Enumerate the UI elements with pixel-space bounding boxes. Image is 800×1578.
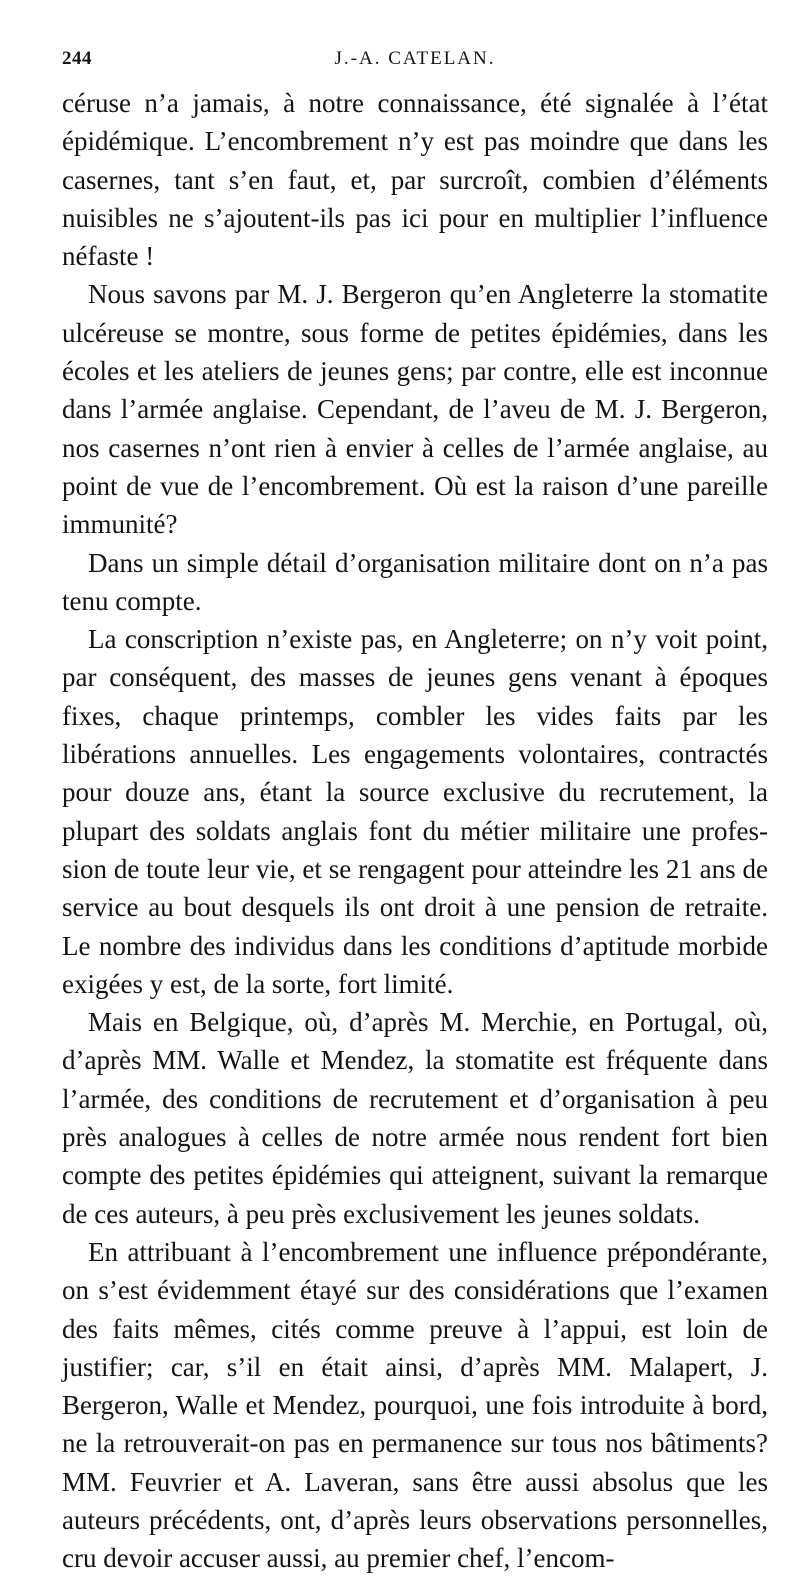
paragraph-1: céruse n’a jamais, à notre connaissance, été signalée à l’état épidémique. L’encombrement n’y est pas moindre que dans les casernes, tant s’en faut, et, par surcroît, combien d’éléments nuisibles ne s’ajoutent-ils pas ici pour en multiplier l’influence néfaste ! xyxy=(62,88,768,272)
running-head xyxy=(62,48,768,84)
paragraph-4: La conscription n’existe pas, en Angleterre; on n’y voit point, par conséquent, des masses de jeunes gens venant à époques fixes, chaque printemps, combler les vides faits par les libérations annuelles. Les engagements volontaires, contractés pour douze ans, étant la source exclusive du recrutement, la plupart des soldats anglais font du métier militaire une profession de toute leur vie, et se rengagent pour atteindre les 21 ans de service au bout desquels ils ont droit à une pension de retraite. Le nombre des individus dans les conditions d’aptitude morbide exigées y est, de la sorte, fort limité. xyxy=(62,624,768,999)
running-title: J.-A. CATELAN. xyxy=(334,48,496,69)
paragraph-6: En attribuant à l’encombrement une influence prépondérante, on s’est évidemment étayé sur des considérations que l’examen des faits mêmes, cités comme preuve à l’appui, est loin de justifier; car, s’il en était ainsi, d’après MM. Malapert, J. Bergeron, Walle et Mendez, pourquoi, une fois introduite à bord, ne la retrouverait-on pas en permanence sur tous nos bâtiments? MM. Feuvrier et A. Laveran, sans être aussi absolus que les auteurs précédents, ont, d’après leurs observations personnelles, cru devoir accuser aussi, au premier chef, l’encom- xyxy=(62,1236,768,1574)
book-page xyxy=(62,48,768,1578)
paragraph-5: Mais en Belgique, où, d’après M. Merchie, en Portugal, où, d’après MM. Walle et Mendez, la stomatite est fréquente dans l’armée, des conditions de recrutement et d’organisation à peu près analogues à celles de notre armée nous rendent fort bien compte des petites épidémies qui atteignent, suivant la remarque de ces auteurs, à peu près exclusivement les jeunes soldats. xyxy=(62,1007,768,1229)
page-number: 244 xyxy=(62,48,92,69)
body-text xyxy=(62,84,768,1578)
paragraph-3: Dans un simple détail d’organisation militaire dont on n’a pas tenu compte. xyxy=(62,547,768,616)
paragraph-2: Nous savons par M. J. Bergeron qu’en Angleterre la stomatite ulcéreuse se montre, sous forme de petites épidémies, dans les écoles et les ateliers de jeunes gens; par contre, elle est inconnue dans l’armée anglaise. Cependant, de l’aveu de M. J. Bergeron, nos casernes n’ont rien à envier à celles de l’armée anglaise, au point de vue de l’encombrement. Où est la raison d’une pareille immunité? xyxy=(62,279,768,540)
